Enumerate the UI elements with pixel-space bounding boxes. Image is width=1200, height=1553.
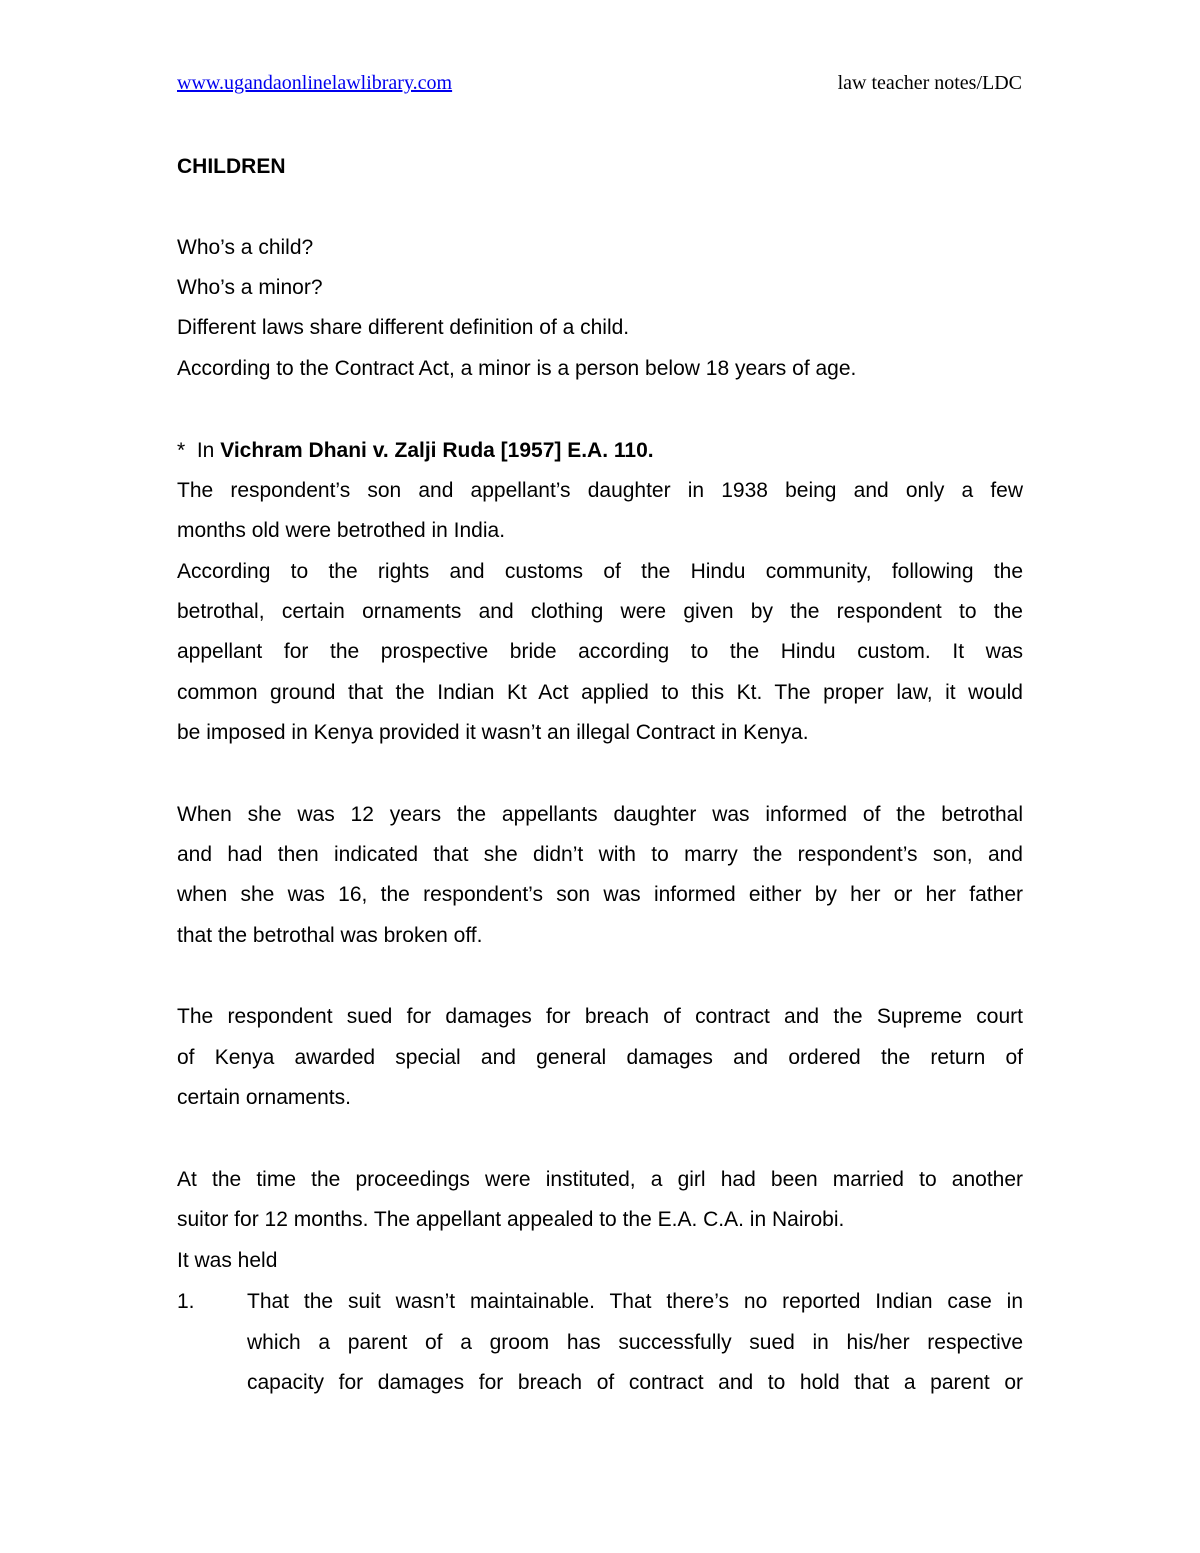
paragraph-line: appellant for the prospective bride according to the Hindu custom. It was xyxy=(177,640,1023,663)
page-title: CHILDREN xyxy=(177,155,286,178)
paragraph-line: certain ornaments. xyxy=(177,1086,351,1109)
case-heading xyxy=(177,439,654,463)
intro-line: Different laws share different definition of a child. xyxy=(177,316,630,339)
paragraph-line: of Kenya awarded special and general damages and ordered the return of xyxy=(177,1046,1023,1069)
list-item-line: That the suit wasn’t maintainable. That there’s no reported Indian case in xyxy=(247,1290,1023,1313)
list-item-line: capacity for damages for breach of contract and to hold that a parent or xyxy=(247,1371,1023,1394)
paragraph-line: that the betrothal was broken off. xyxy=(177,924,483,947)
list-number: 1. xyxy=(177,1290,195,1313)
paragraph-line: The respondent’s son and appellant’s daughter in 1938 being and only a few xyxy=(177,479,1023,502)
paragraph-line: months old were betrothed in India. xyxy=(177,519,506,542)
paragraph-line: At the time the proceedings were instituted, a girl had been married to another xyxy=(177,1168,1023,1191)
paragraph-line: According to the rights and customs of the Hindu community, following the xyxy=(177,560,1023,583)
paragraph-line: and had then indicated that she didn’t with to marry the respondent’s son, and xyxy=(177,843,1023,866)
intro-line: According to the Contract Act, a minor is a person below 18 years of age. xyxy=(177,357,857,380)
paragraph-line: suitor for 12 months. The appellant appealed to the E.A. C.A. in Nairobi. xyxy=(177,1208,845,1231)
intro-line: Who’s a child? xyxy=(177,236,314,259)
paragraph-line: When she was 12 years the appellants daughter was informed of the betrothal xyxy=(177,803,1023,826)
list-item-line: which a parent of a groom has successfully sued in his/her respective xyxy=(247,1331,1023,1354)
paragraph-line: betrothal, certain ornaments and clothing were given by the respondent to the xyxy=(177,600,1023,623)
intro-line: Who’s a minor? xyxy=(177,276,323,299)
paragraph-line: The respondent sued for damages for breach of contract and the Supreme court xyxy=(177,1005,1023,1028)
header-note: law teacher notes/LDC xyxy=(837,72,1022,94)
case-citation: Vichram Dhani v. Zalji Ruda [1957] E.A. 110. xyxy=(220,439,654,462)
paragraph-line: common ground that the Indian Kt Act applied to this Kt. The proper law, it would xyxy=(177,681,1023,704)
paragraph-line: It was held xyxy=(177,1249,278,1272)
website-link[interactable]: www.ugandaonlinelawlibrary.com xyxy=(177,72,453,94)
paragraph-line: when she was 16, the respondent’s son was informed either by her or her father xyxy=(177,883,1023,906)
paragraph-line: be imposed in Kenya provided it wasn’t an illegal Contract in Kenya. xyxy=(177,721,809,744)
case-bullet: * In xyxy=(177,439,221,462)
